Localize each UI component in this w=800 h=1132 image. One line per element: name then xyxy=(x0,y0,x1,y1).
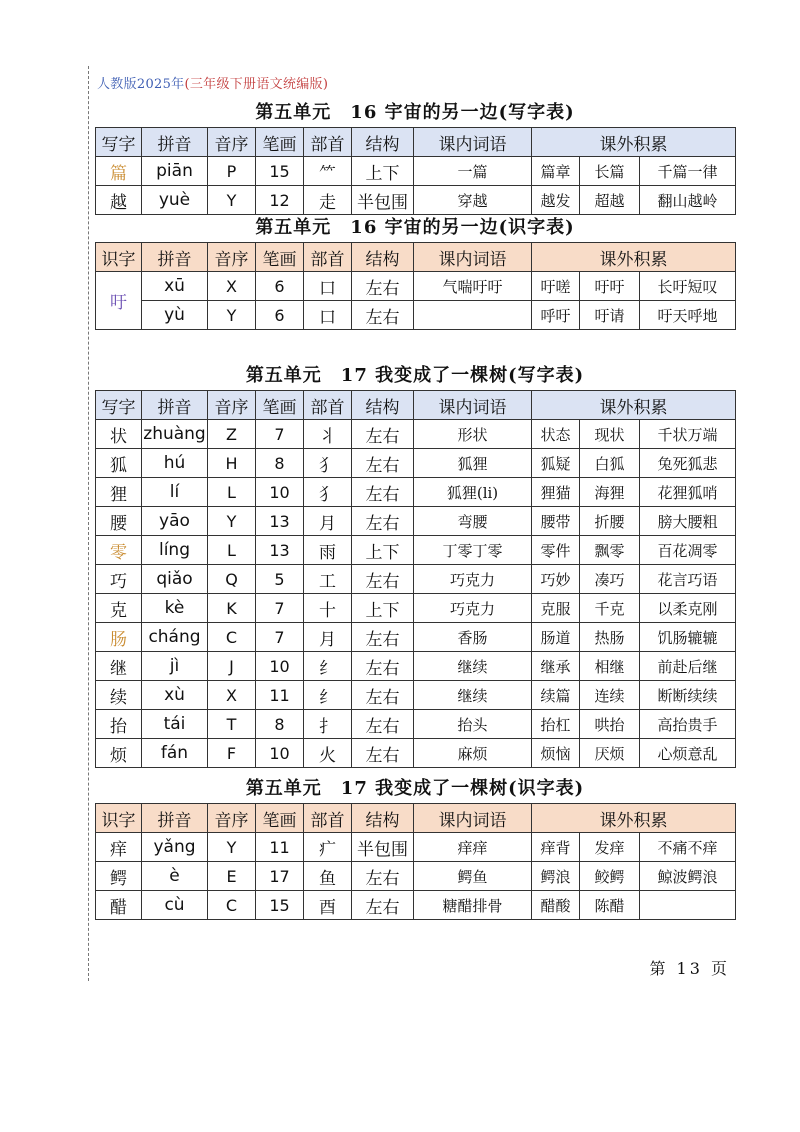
inclass-cell: 麻烦 xyxy=(414,739,532,768)
extra-cell: 长吁短叹 xyxy=(640,272,736,301)
structure-cell: 左右 xyxy=(352,565,414,594)
inclass-cell: 一篇 xyxy=(414,157,532,186)
radical-cell: 纟 xyxy=(304,652,352,681)
strokes-cell: 17 xyxy=(256,862,304,891)
strokes-cell: 7 xyxy=(256,594,304,623)
extra-cell: 相继 xyxy=(580,652,640,681)
order-cell: E xyxy=(208,862,256,891)
table-row xyxy=(96,157,736,186)
table-row xyxy=(96,652,736,681)
strokes-cell: 8 xyxy=(256,449,304,478)
pinyin-cell: xù xyxy=(142,681,208,710)
extra-cell: 以柔克刚 xyxy=(640,594,736,623)
pinyin-cell: tái xyxy=(142,710,208,739)
table-row xyxy=(96,710,736,739)
extra-cell: 飘零 xyxy=(580,536,640,565)
character-cell: 巧 xyxy=(96,565,142,594)
order-cell: C xyxy=(208,623,256,652)
col-header: 拼音 xyxy=(142,804,208,833)
radical-cell: 十 xyxy=(304,594,352,623)
extra-cell: 花狸狐哨 xyxy=(640,478,736,507)
extra-cell: 克服 xyxy=(532,594,580,623)
col-header: 课内词语 xyxy=(414,243,532,272)
character-cell: 篇 xyxy=(96,157,142,186)
radical-cell: 口 xyxy=(304,272,352,301)
structure-cell: 左右 xyxy=(352,623,414,652)
character-cell: 状 xyxy=(96,420,142,449)
extra-cell: 千篇一律 xyxy=(640,157,736,186)
strokes-cell: 10 xyxy=(256,739,304,768)
table-row xyxy=(96,862,736,891)
inclass-cell: 鳄鱼 xyxy=(414,862,532,891)
structure-cell: 左右 xyxy=(352,420,414,449)
order-cell: Z xyxy=(208,420,256,449)
extra-cell: 兔死狐悲 xyxy=(640,449,736,478)
inclass-cell: 抬头 xyxy=(414,710,532,739)
order-cell: J xyxy=(208,652,256,681)
col-header: 课内词语 xyxy=(414,128,532,157)
strokes-cell: 7 xyxy=(256,420,304,449)
pinyin-cell: yù xyxy=(142,301,208,330)
inclass-cell: 巧克力 xyxy=(414,594,532,623)
read-table-17 xyxy=(95,803,736,920)
extra-cell: 继承 xyxy=(532,652,580,681)
table-row xyxy=(96,301,736,330)
col-header: 课内词语 xyxy=(414,391,532,420)
extra-cell: 篇章 xyxy=(532,157,580,186)
order-cell: H xyxy=(208,449,256,478)
strokes-cell: 10 xyxy=(256,478,304,507)
section-title: 第五单元 16 宇宙的另一边(写字表) xyxy=(255,102,575,123)
extra-cell: 狸猫 xyxy=(532,478,580,507)
radical-cell: ⺮ xyxy=(304,157,352,186)
structure-cell: 左右 xyxy=(352,301,414,330)
radical-cell: 犭 xyxy=(304,478,352,507)
character-cell: 烦 xyxy=(96,739,142,768)
edition-label: 人教版2025年 xyxy=(97,77,185,92)
inclass-cell: 狐狸(li) xyxy=(414,478,532,507)
extra-cell: 烦恼 xyxy=(532,739,580,768)
col-header: 课外积累 xyxy=(532,391,736,420)
character-cell: 越 xyxy=(96,186,142,215)
structure-cell: 上下 xyxy=(352,536,414,565)
strokes-cell: 15 xyxy=(256,157,304,186)
character-cell: 醋 xyxy=(96,891,142,920)
col-header: 识字 xyxy=(96,243,142,272)
col-header: 部首 xyxy=(304,391,352,420)
radical-cell: 鱼 xyxy=(304,862,352,891)
order-cell: K xyxy=(208,594,256,623)
rows xyxy=(96,157,736,215)
structure-cell: 左右 xyxy=(352,862,414,891)
table-row xyxy=(96,681,736,710)
table-row xyxy=(96,536,736,565)
edition-note xyxy=(97,73,328,92)
section-16-read xyxy=(95,214,735,330)
extra-cell: 高抬贵手 xyxy=(640,710,736,739)
col-header: 课外积累 xyxy=(532,804,736,833)
extra-cell: 腰带 xyxy=(532,507,580,536)
strokes-cell: 13 xyxy=(256,536,304,565)
extra-cell: 折腰 xyxy=(580,507,640,536)
col-header: 写字 xyxy=(96,391,142,420)
table-row xyxy=(96,186,736,215)
col-header: 音序 xyxy=(208,804,256,833)
extra-cell: 长篇 xyxy=(580,157,640,186)
strokes-cell: 6 xyxy=(256,272,304,301)
col-header: 音序 xyxy=(208,243,256,272)
pinyin-cell: piān xyxy=(142,157,208,186)
table-row xyxy=(96,623,736,652)
character-cell: 继 xyxy=(96,652,142,681)
extra-cell: 凑巧 xyxy=(580,565,640,594)
radical-cell: 疒 xyxy=(304,833,352,862)
structure-cell: 左右 xyxy=(352,710,414,739)
extra-cell: 翻山越岭 xyxy=(640,186,736,215)
radical-cell: 犭 xyxy=(304,449,352,478)
extra-cell: 断断续续 xyxy=(640,681,736,710)
section-17-read xyxy=(95,775,735,920)
col-header: 结构 xyxy=(352,391,414,420)
radical-cell: 月 xyxy=(304,507,352,536)
extra-cell: 肠道 xyxy=(532,623,580,652)
extra-cell: 花言巧语 xyxy=(640,565,736,594)
col-header: 结构 xyxy=(352,804,414,833)
pinyin-cell: fán xyxy=(142,739,208,768)
extra-cell: 不痛不痒 xyxy=(640,833,736,862)
rows xyxy=(96,420,736,768)
structure-cell: 上下 xyxy=(352,594,414,623)
table-row xyxy=(96,507,736,536)
structure-cell: 左右 xyxy=(352,739,414,768)
order-cell: L xyxy=(208,478,256,507)
strokes-cell: 5 xyxy=(256,565,304,594)
extra-cell: 狐疑 xyxy=(532,449,580,478)
character-cell: 狸 xyxy=(96,478,142,507)
extra-cell: 吁天呼地 xyxy=(640,301,736,330)
extra-cell: 发痒 xyxy=(580,833,640,862)
col-header: 课外积累 xyxy=(532,243,736,272)
table-row xyxy=(96,891,736,920)
extra-cell: 饥肠辘辘 xyxy=(640,623,736,652)
extra-cell: 白狐 xyxy=(580,449,640,478)
radical-cell: 火 xyxy=(304,739,352,768)
inclass-cell: 形状 xyxy=(414,420,532,449)
col-header: 拼音 xyxy=(142,128,208,157)
character-cell: 零 xyxy=(96,536,142,565)
extra-cell: 哄抬 xyxy=(580,710,640,739)
col-header: 结构 xyxy=(352,128,414,157)
pinyin-cell: cù xyxy=(142,891,208,920)
structure-cell: 左右 xyxy=(352,681,414,710)
structure-cell: 左右 xyxy=(352,478,414,507)
col-header: 笔画 xyxy=(256,391,304,420)
pinyin-cell: yāo xyxy=(142,507,208,536)
extra-cell: 鳄浪 xyxy=(532,862,580,891)
order-cell: Y xyxy=(208,833,256,862)
inclass-cell: 狐狸 xyxy=(414,449,532,478)
col-header: 课外积累 xyxy=(532,128,736,157)
section-title: 第五单元 16 宇宙的另一边(识字表) xyxy=(255,217,575,238)
col-header: 拼音 xyxy=(142,391,208,420)
structure-cell: 左右 xyxy=(352,507,414,536)
order-cell: P xyxy=(208,157,256,186)
order-cell: C xyxy=(208,891,256,920)
character-cell: 痒 xyxy=(96,833,142,862)
extra-cell: 千克 xyxy=(580,594,640,623)
inclass-cell: 丁零丁零 xyxy=(414,536,532,565)
extra-cell xyxy=(640,891,736,920)
col-header: 识字 xyxy=(96,804,142,833)
col-header: 部首 xyxy=(304,804,352,833)
character-cell: 克 xyxy=(96,594,142,623)
character-cell: 吁 xyxy=(96,272,142,330)
table-row xyxy=(96,594,736,623)
inclass-cell: 香肠 xyxy=(414,623,532,652)
pinyin-cell: è xyxy=(142,862,208,891)
radical-cell: 雨 xyxy=(304,536,352,565)
structure-cell: 左右 xyxy=(352,272,414,301)
order-cell: X xyxy=(208,681,256,710)
section-title: 第五单元 17 我变成了一棵树(识字表) xyxy=(245,778,585,799)
table-row xyxy=(96,478,736,507)
write-table-16 xyxy=(95,127,736,215)
inclass-cell: 痒痒 xyxy=(414,833,532,862)
order-cell: Y xyxy=(208,186,256,215)
extra-cell: 现状 xyxy=(580,420,640,449)
extra-cell: 状态 xyxy=(532,420,580,449)
structure-cell: 左右 xyxy=(352,891,414,920)
character-cell: 鳄 xyxy=(96,862,142,891)
pinyin-cell: yǎng xyxy=(142,833,208,862)
structure-cell: 上下 xyxy=(352,157,414,186)
pinyin-cell: zhuàng xyxy=(142,420,208,449)
radical-cell: 口 xyxy=(304,301,352,330)
extra-cell: 抬杠 xyxy=(532,710,580,739)
inclass-cell: 气喘吁吁 xyxy=(414,272,532,301)
pinyin-cell: qiǎo xyxy=(142,565,208,594)
radical-cell: 扌 xyxy=(304,710,352,739)
extra-cell: 百花凋零 xyxy=(640,536,736,565)
pinyin-cell: hú xyxy=(142,449,208,478)
structure-cell: 半包围 xyxy=(352,186,414,215)
radical-cell: 酉 xyxy=(304,891,352,920)
character-cell: 抬 xyxy=(96,710,142,739)
radical-cell: 纟 xyxy=(304,681,352,710)
write-table-17 xyxy=(95,390,736,768)
section-16-write xyxy=(95,99,735,215)
inclass-cell: 穿越 xyxy=(414,186,532,215)
extra-cell: 零件 xyxy=(532,536,580,565)
col-header: 音序 xyxy=(208,128,256,157)
order-cell: T xyxy=(208,710,256,739)
pinyin-cell: cháng xyxy=(142,623,208,652)
radical-cell: 工 xyxy=(304,565,352,594)
structure-cell: 左右 xyxy=(352,449,414,478)
col-header: 部首 xyxy=(304,128,352,157)
strokes-cell: 13 xyxy=(256,507,304,536)
order-cell: F xyxy=(208,739,256,768)
extra-cell: 前赴后继 xyxy=(640,652,736,681)
table-row xyxy=(96,833,736,862)
order-cell: Y xyxy=(208,301,256,330)
table-row xyxy=(96,272,736,301)
inclass-cell: 弯腰 xyxy=(414,507,532,536)
pinyin-cell: kè xyxy=(142,594,208,623)
pinyin-cell: lí xyxy=(142,478,208,507)
extra-cell: 吁请 xyxy=(580,301,640,330)
extra-cell: 吁吁 xyxy=(580,272,640,301)
book-label: (三年级下册语文统编版) xyxy=(184,77,329,92)
col-header: 笔画 xyxy=(256,804,304,833)
col-header: 拼音 xyxy=(142,243,208,272)
pinyin-cell: xū xyxy=(142,272,208,301)
character-cell: 腰 xyxy=(96,507,142,536)
structure-cell: 左右 xyxy=(352,652,414,681)
strokes-cell: 6 xyxy=(256,301,304,330)
strokes-cell: 11 xyxy=(256,681,304,710)
pinyin-cell: líng xyxy=(142,536,208,565)
extra-cell: 心烦意乱 xyxy=(640,739,736,768)
pinyin-cell: yuè xyxy=(142,186,208,215)
read-table-16 xyxy=(95,242,736,330)
strokes-cell: 12 xyxy=(256,186,304,215)
extra-cell: 热肠 xyxy=(580,623,640,652)
extra-cell: 吁嗟 xyxy=(532,272,580,301)
inclass-cell: 糖醋排骨 xyxy=(414,891,532,920)
section-17-write xyxy=(95,362,735,768)
col-header: 笔画 xyxy=(256,243,304,272)
table-row xyxy=(96,565,736,594)
extra-cell: 厌烦 xyxy=(580,739,640,768)
section-title: 第五单元 17 我变成了一棵树(写字表) xyxy=(245,365,585,386)
extra-cell: 连续 xyxy=(580,681,640,710)
table-row xyxy=(96,449,736,478)
binding-margin-line xyxy=(88,66,89,981)
inclass-cell xyxy=(414,301,532,330)
radical-cell: 走 xyxy=(304,186,352,215)
extra-cell: 千状万端 xyxy=(640,420,736,449)
order-cell: X xyxy=(208,272,256,301)
strokes-cell: 7 xyxy=(256,623,304,652)
col-header: 笔画 xyxy=(256,128,304,157)
character-cell: 狐 xyxy=(96,449,142,478)
extra-cell: 醋酸 xyxy=(532,891,580,920)
structure-cell: 半包围 xyxy=(352,833,414,862)
radical-cell: 丬 xyxy=(304,420,352,449)
order-cell: Y xyxy=(208,507,256,536)
extra-cell: 陈醋 xyxy=(580,891,640,920)
inclass-cell: 继续 xyxy=(414,681,532,710)
col-header: 课内词语 xyxy=(414,804,532,833)
extra-cell: 呼吁 xyxy=(532,301,580,330)
strokes-cell: 15 xyxy=(256,891,304,920)
extra-cell: 巧妙 xyxy=(532,565,580,594)
pinyin-cell: jì xyxy=(142,652,208,681)
extra-cell: 续篇 xyxy=(532,681,580,710)
extra-cell: 超越 xyxy=(580,186,640,215)
extra-cell: 越发 xyxy=(532,186,580,215)
extra-cell: 海狸 xyxy=(580,478,640,507)
character-cell: 续 xyxy=(96,681,142,710)
table-row xyxy=(96,420,736,449)
inclass-cell: 继续 xyxy=(414,652,532,681)
order-cell: L xyxy=(208,536,256,565)
extra-cell: 鲸波鳄浪 xyxy=(640,862,736,891)
extra-cell: 鲛鳄 xyxy=(580,862,640,891)
character-cell: 肠 xyxy=(96,623,142,652)
rows xyxy=(96,833,736,920)
inclass-cell: 巧克力 xyxy=(414,565,532,594)
page-number: 第 13 页 xyxy=(649,959,730,978)
strokes-cell: 8 xyxy=(256,710,304,739)
radical-cell: 月 xyxy=(304,623,352,652)
col-header: 部首 xyxy=(304,243,352,272)
order-cell: Q xyxy=(208,565,256,594)
strokes-cell: 11 xyxy=(256,833,304,862)
extra-cell: 膀大腰粗 xyxy=(640,507,736,536)
col-header: 结构 xyxy=(352,243,414,272)
table-row xyxy=(96,739,736,768)
strokes-cell: 10 xyxy=(256,652,304,681)
col-header: 音序 xyxy=(208,391,256,420)
col-header: 写字 xyxy=(96,128,142,157)
extra-cell: 痒背 xyxy=(532,833,580,862)
